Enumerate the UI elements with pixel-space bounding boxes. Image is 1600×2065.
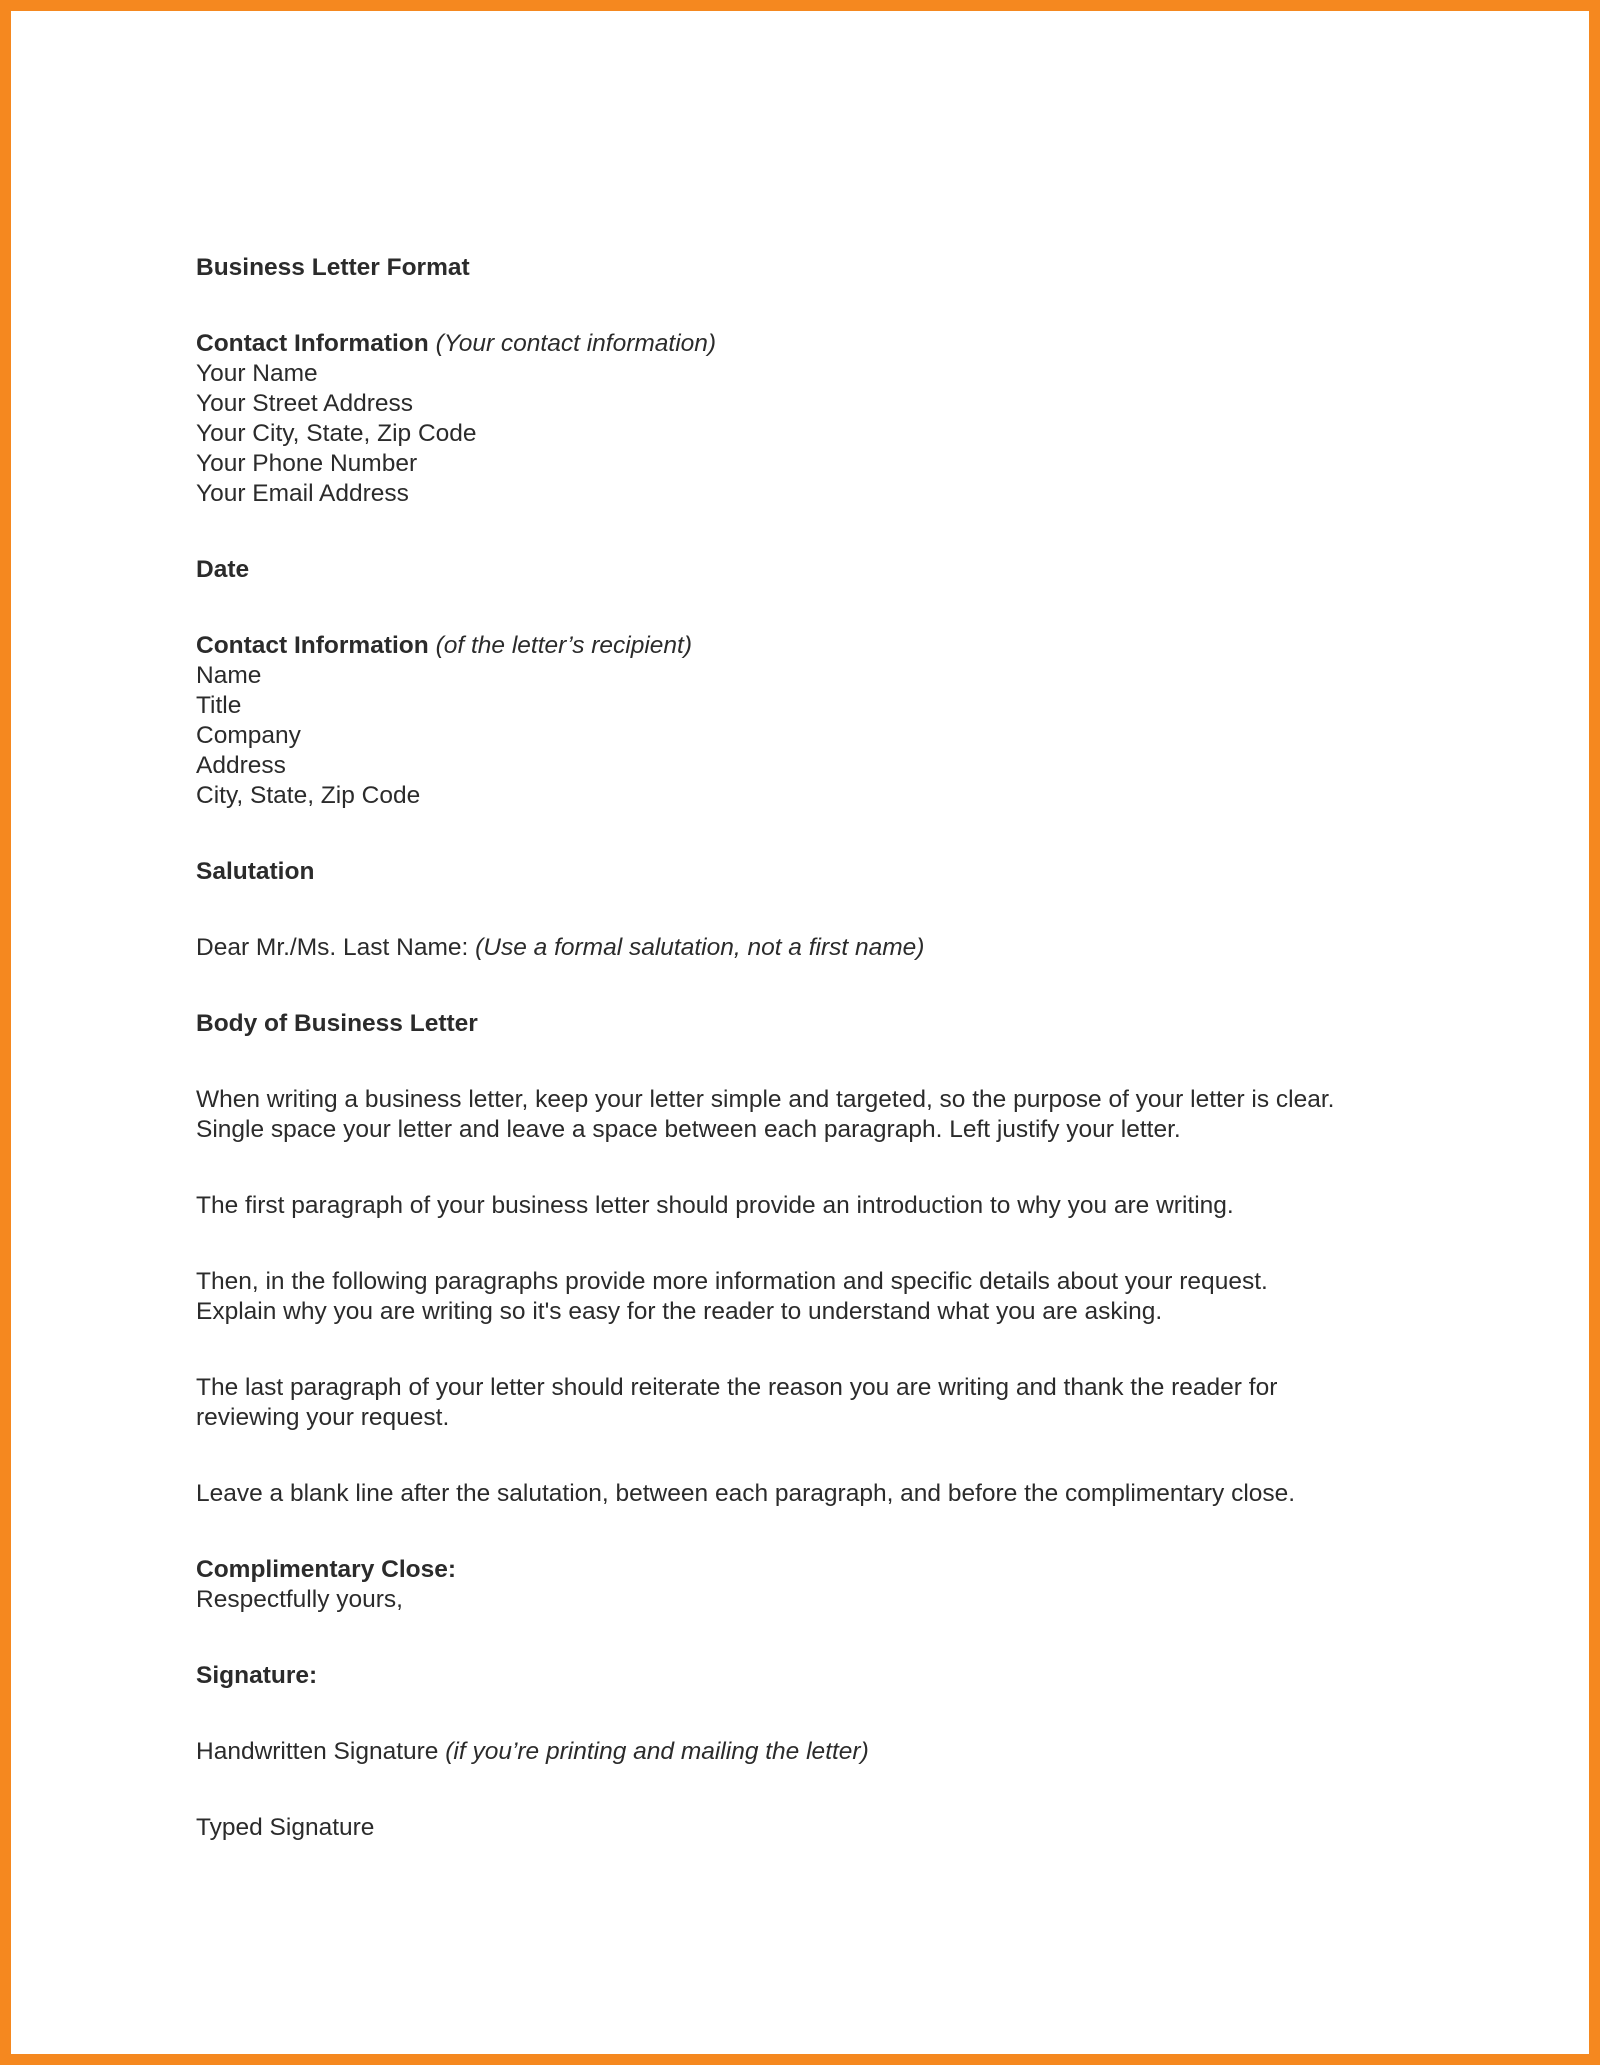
salutation-text: Dear Mr./Ms. Last Name: [196,934,469,961]
sender-contact-heading [196,329,1436,359]
body-paragraph-line: Then, in the following paragraphs provide more information and specific details about your request. [196,1268,1268,1295]
date-heading: Date [196,556,250,583]
salutation-heading: Salutation [196,858,315,885]
sender-line: Your Phone Number [196,450,418,477]
recipient-contact-heading [196,631,1436,661]
letter-content [196,253,1436,1843]
body-paragraph-line: The last paragraph of your letter should reiterate the reason you are writing and thank the reader for [196,1374,1278,1401]
sender-line: Your Name [196,360,318,387]
body-paragraph-line: The first paragraph of your business letter should provide an introduction to why you are writing. [196,1192,1234,1219]
handwritten-signature-text: Handwritten Signature [196,1738,439,1765]
salutation-note: (Use a formal salutation, not a first name) [475,934,925,961]
salutation-example [196,933,1436,963]
recipient-line: City, State, Zip Code [196,782,421,809]
typed-signature: Typed Signature [196,1814,375,1841]
sender-line: Your City, State, Zip Code [196,420,477,447]
sender-heading-note: (Your contact information) [435,330,717,357]
recipient-heading-note: (of the letter’s recipient) [435,632,693,659]
body-paragraph-line: When writing a business letter, keep your letter simple and targeted, so the purpose of your letter is clear. [196,1086,1335,1113]
recipient-line: Company [196,722,301,749]
handwritten-signature-note: (if you’re printing and mailing the letter) [445,1738,869,1765]
body-paragraph-line: Explain why you are writing so it's easy for the reader to understand what you are asking. [196,1298,1163,1325]
body-heading: Body of Business Letter [196,1010,478,1037]
sender-line: Your Street Address [196,390,414,417]
body-paragraph-line: Single space your letter and leave a space between each paragraph. Left justify your letter. [196,1116,1181,1143]
recipient-line: Name [196,662,262,689]
recipient-line: Address [196,752,286,779]
close-heading: Complimentary Close: [196,1556,457,1583]
document-title: Business Letter Format [196,254,470,281]
signature-heading: Signature: [196,1662,318,1689]
handwritten-signature-line [196,1737,1436,1767]
sender-heading-label: Contact Information [196,330,429,357]
recipient-line: Title [196,692,242,719]
body-paragraph-line: reviewing your request. [196,1404,450,1431]
close-text: Respectfully yours, [196,1586,403,1613]
sender-line: Your Email Address [196,480,409,507]
body-paragraph-line: Leave a blank line after the salutation, between each paragraph, and before the complimentary close. [196,1480,1296,1507]
recipient-heading-label: Contact Information [196,632,429,659]
